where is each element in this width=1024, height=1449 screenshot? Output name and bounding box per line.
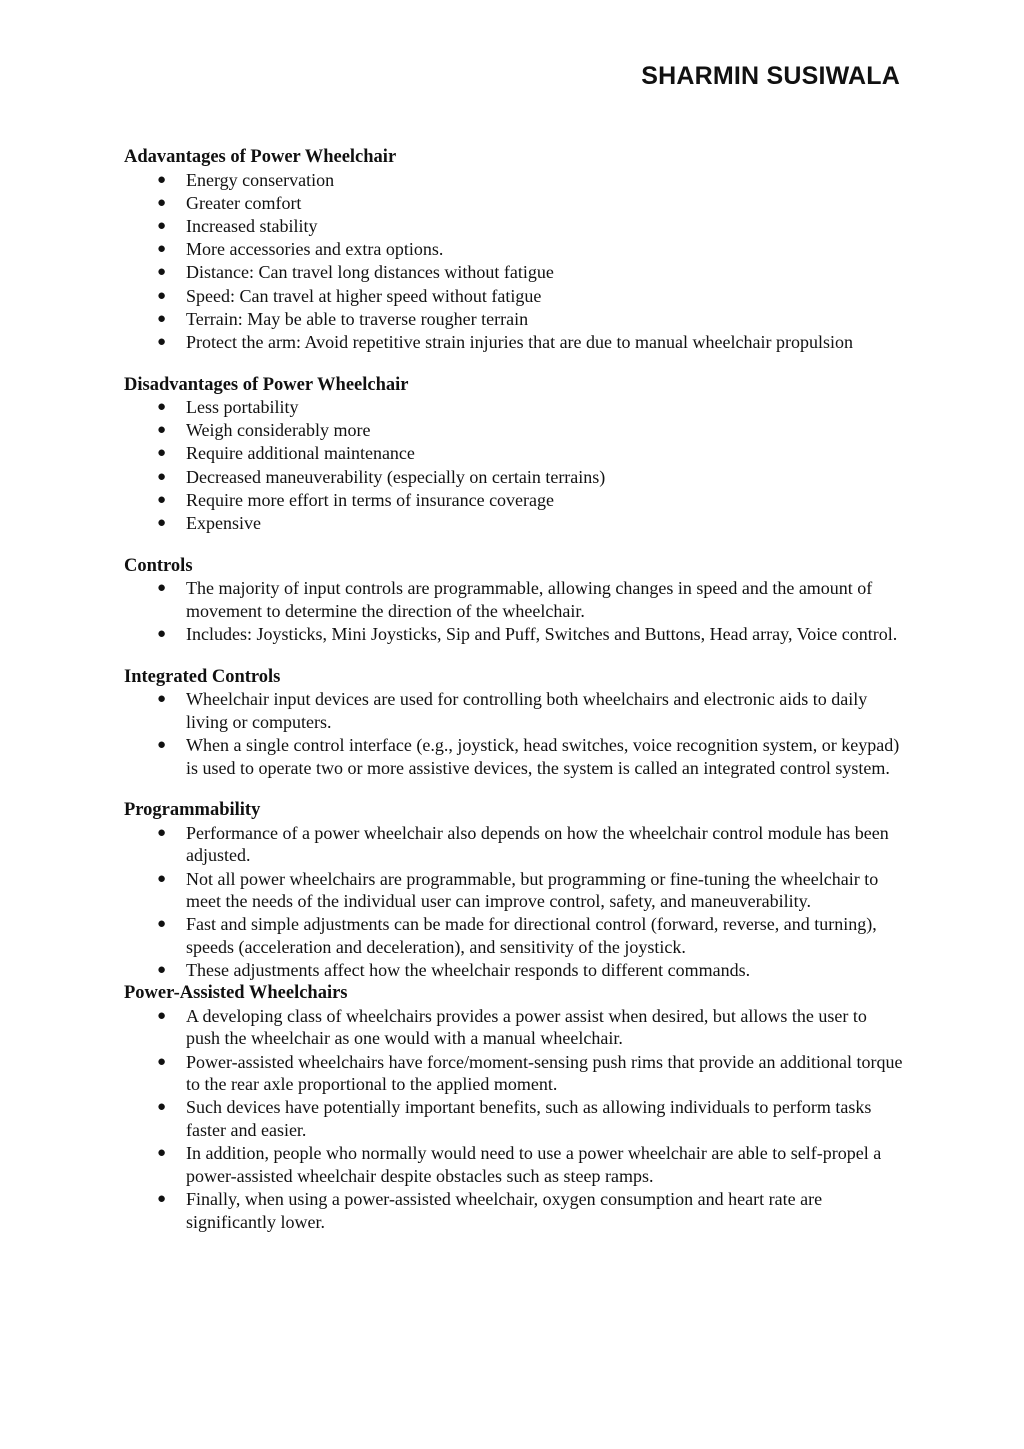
bullet-icon: ● xyxy=(157,824,167,841)
bullet-icon: ● xyxy=(157,580,167,597)
bullet-icon: ● xyxy=(157,1053,167,1070)
list-item: ● Decreased maneuverability (especially on certain terrains) xyxy=(157,466,606,487)
list-item: ● A developing class of wheelchairs provides a power assist when desired, but allows the user to push the wheelchair as one would with a manual wheelchair. xyxy=(157,1005,867,1049)
list-item: ● Wheelchair input devices are used for controlling both wheelchairs and electronic aids to daily living or computers. xyxy=(157,689,868,732)
list-item: ● More accessories and extra options. xyxy=(157,239,444,260)
bullet-icon: ● xyxy=(157,422,167,439)
list-item: ● Power-assisted wheelchairs have force/moment-sensing push rims that provide an additional torque to the rear axle proportional to the applied moment. xyxy=(157,1051,903,1095)
bullet-icon: ● xyxy=(157,515,167,532)
list-item: ● When a single control interface (e.g., joystick, head switches, voice recognition system, or keypad) is used to operate two or more assistive devices, the system is called an integrated control system. xyxy=(157,734,900,778)
bullet-icon: ● xyxy=(157,217,167,234)
list-item: ● Such devices have potentially important benefits, such as allowing individuals to perform tasks faster and easier. xyxy=(157,1097,872,1141)
bullet-icon: ● xyxy=(157,1191,167,1207)
bullet-icon: ● xyxy=(157,194,167,211)
bullet-icon: ● xyxy=(157,491,167,508)
author-name: SHARMIN SUSIWALA xyxy=(641,62,900,90)
document-body xyxy=(124,146,904,1253)
list-item: ● Protect the arm: Avoid repetitive strain injuries that are due to manual wheelchair propulsion xyxy=(157,331,853,352)
section-heading: Integrated Controls xyxy=(124,666,281,687)
list-item: ● Weigh considerably more xyxy=(157,420,371,441)
section-programmability xyxy=(124,799,904,982)
bullet-icon: ● xyxy=(157,468,167,485)
bullet-list xyxy=(124,688,904,779)
section-power-assisted xyxy=(124,982,904,1233)
bullet-icon: ● xyxy=(157,1099,167,1116)
section-disadvantages xyxy=(124,374,904,535)
list-item: ● Require more effort in terms of insurance coverage xyxy=(157,489,555,510)
list-item: ● Finally, when using a power-assisted wheelchair, oxygen consumption and heart rate are significantly lower. xyxy=(157,1189,823,1232)
list-item: ● Distance: Can travel long distances without fatigue xyxy=(157,262,554,283)
bullet-list xyxy=(124,1005,904,1233)
list-item: ● Greater comfort xyxy=(157,192,302,213)
bullet-icon: ● xyxy=(157,962,167,979)
section-heading: Adavantages of Power Wheelchair xyxy=(124,147,397,167)
list-item: ● Not all power wheelchairs are programmable, but programming or fine-tuning the wheelchair to meet the needs of the individual user can improve control, safety, and maneuverability. xyxy=(157,868,879,912)
bullet-list xyxy=(124,396,904,535)
bullet-icon: ● xyxy=(157,171,167,188)
list-item: ● Require additional maintenance xyxy=(157,443,415,464)
list-item: ● Terrain: May be able to traverse rougher terrain xyxy=(157,308,529,329)
list-item: ● Energy conservation xyxy=(157,169,335,190)
bullet-icon: ● xyxy=(157,399,167,416)
bullet-icon: ● xyxy=(157,916,167,933)
list-item: ● Performance of a power wheelchair also depends on how the wheelchair control module has been adjusted. xyxy=(157,822,889,866)
bullet-icon: ● xyxy=(157,264,167,281)
bullet-icon: ● xyxy=(157,691,167,708)
bullet-icon: ● xyxy=(157,287,167,304)
bullet-icon: ● xyxy=(157,626,167,642)
list-item: ● The majority of input controls are programmable, allowing changes in speed and the amount of movement to determine the direction of the wheelchair. xyxy=(157,578,873,621)
section-advantages xyxy=(124,146,904,354)
bullet-icon: ● xyxy=(157,333,167,350)
section-controls xyxy=(124,555,904,646)
bullet-icon: ● xyxy=(157,736,167,753)
bullet-icon: ● xyxy=(157,1007,167,1024)
bullet-list xyxy=(124,577,904,645)
bullet-icon: ● xyxy=(157,310,167,327)
bullet-icon: ● xyxy=(157,445,167,462)
list-item: ● In addition, people who normally would need to use a power wheelchair are able to self-propel a power-assisted wheelchair despite obstacles such as steep ramps. xyxy=(157,1143,882,1186)
list-item: ● Fast and simple adjustments can be made for directional control (forward, reverse, and turning), speeds (acceleration and deceleration), and sensitivity of the joystick. xyxy=(157,914,877,957)
section-integrated-controls xyxy=(124,666,904,780)
bullet-icon: ● xyxy=(157,1145,167,1162)
bullet-icon: ● xyxy=(157,241,167,258)
list-item: ● Expensive xyxy=(157,513,261,534)
list-item: ● Speed: Can travel at higher speed without fatigue xyxy=(157,285,542,306)
list-item: ● Increased stability xyxy=(157,215,318,236)
bullet-icon: ● xyxy=(157,870,167,887)
bullet-list xyxy=(124,822,904,982)
section-heading: Programmability xyxy=(124,800,261,821)
section-heading: Disadvantages of Power Wheelchair xyxy=(124,374,409,395)
list-item: ● Less portability xyxy=(157,397,299,418)
list-item: ● Includes: Joysticks, Mini Joysticks, Sip and Puff, Switches and Buttons, Head array, Voice control. xyxy=(157,624,898,644)
bullet-list xyxy=(124,169,904,354)
list-item: ● These adjustments affect how the wheelchair responds to different commands. xyxy=(157,960,751,981)
section-heading: Power-Assisted Wheelchairs xyxy=(124,983,348,1004)
section-heading: Controls xyxy=(124,555,193,576)
